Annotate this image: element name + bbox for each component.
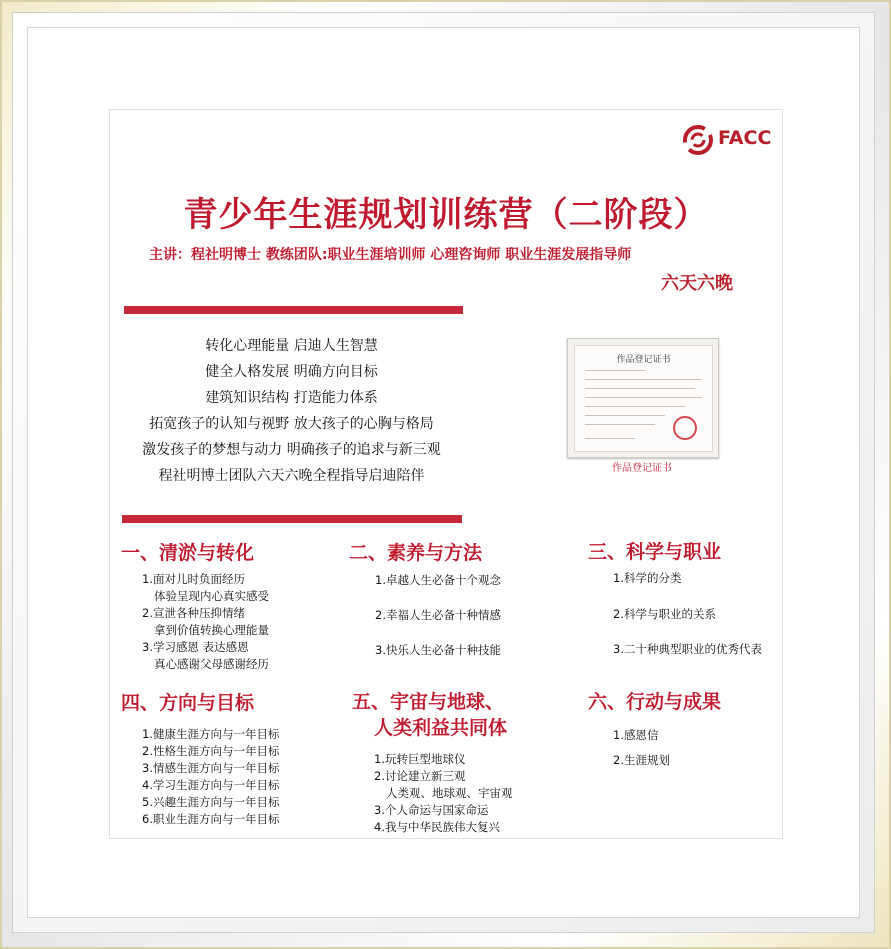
certificate-caption: 作品登记证书 <box>612 463 672 474</box>
section-items <box>588 570 762 658</box>
section-6 <box>588 689 721 769</box>
section-item: 2.讨论建立新三观 <box>374 769 466 783</box>
section-2 <box>349 540 501 659</box>
section-item: 6.职业生涯方向与一年目标 <box>142 812 280 826</box>
section-item: 3.二十种典型职业的优秀代表 <box>613 642 762 656</box>
section-item: 4.学习生涯方向与一年目标 <box>142 778 280 792</box>
section-title: 五、宇宙与地球、 <box>352 691 505 713</box>
slogan-line: 程社明博士团队六天六晚全程指导启迪陪伴 <box>158 468 425 484</box>
section-item: 3.快乐人生必备十种技能 <box>375 643 501 657</box>
slogan-line: 建筑知识结构 打造能力体系 <box>205 390 378 406</box>
section-items <box>121 726 279 828</box>
section-item: 2.性格生涯方向与一年目标 <box>142 744 280 758</box>
section-item: 1.面对儿时负面经历 <box>142 572 245 586</box>
section-items <box>121 571 269 673</box>
certificate-text-line <box>585 388 695 389</box>
section-title: 三、科学与职业 <box>588 541 722 563</box>
section-title: 二、素养与方法 <box>349 542 483 564</box>
poster-subtitle: 主讲：程社明博士 教练团队:职业生涯培训师 心理咨询师 职业生涯发展指导师 <box>149 247 632 263</box>
facc-logo-icon <box>682 124 714 156</box>
section-item: 2.宣泄各种压抑情绪 <box>142 606 245 620</box>
certificate-text-line <box>585 438 635 439</box>
section-title-line2: 人类利益共同体 <box>374 717 508 739</box>
slogan-line: 激发孩子的梦想与动力 明确孩子的追求与新三观 <box>142 442 441 458</box>
certificate-text-line <box>585 424 655 425</box>
section-item: 3.情感生涯方向与一年目标 <box>142 761 280 775</box>
section-3 <box>588 539 762 658</box>
logo-text: FACC <box>718 127 772 149</box>
slogan-line: 转化心理能量 启迪人生智慧 <box>205 338 378 354</box>
slogan-line: 健全人格发展 明确方向目标 <box>205 364 378 380</box>
section-item: 2.生涯规划 <box>613 753 670 767</box>
section-item: 1.卓越人生必备十个观念 <box>375 573 501 587</box>
section-item: 1.科学的分类 <box>613 571 682 585</box>
section-item: 真心感谢父母感谢经历 <box>154 657 269 671</box>
section-item: 拿到价值转换心理能量 <box>154 623 269 637</box>
facc-logo <box>682 123 783 157</box>
section-5 <box>352 689 513 836</box>
poster <box>109 109 783 839</box>
section-item: 3.个人命运与国家命运 <box>374 803 489 817</box>
section-item: 1.健康生涯方向与一年目标 <box>142 727 280 741</box>
divider-bar-top <box>124 306 463 314</box>
certificate-text-line <box>585 406 685 407</box>
duration-label: 六天六晚 <box>661 273 733 294</box>
section-items <box>352 751 513 836</box>
certificate-title: 作品登记证书 <box>616 355 671 365</box>
section-title: 一、清淤与转化 <box>121 542 255 564</box>
certificate-paper <box>574 345 713 452</box>
slogan-line: 拓宽孩子的认知与视野 放大孩子的心胸与格局 <box>149 416 434 432</box>
poster-title: 青少年生涯规划训练营（二阶段） <box>183 195 709 235</box>
red-seal-icon <box>673 416 697 440</box>
section-items <box>349 572 501 659</box>
section-items <box>588 727 721 769</box>
section-item: 体验呈现内心真实感受 <box>154 589 269 603</box>
section-item: 3.学习感恩 表达感恩 <box>142 640 249 654</box>
certificate-image <box>567 338 719 458</box>
section-title: 四、方向与目标 <box>121 692 255 714</box>
section-1 <box>121 540 269 673</box>
section-item: 人类观、地球观、宇宙观 <box>386 786 513 800</box>
certificate-text-line <box>585 370 645 371</box>
section-item: 2.科学与职业的关系 <box>613 607 716 621</box>
section-item: 5.兴趣生涯方向与一年目标 <box>142 795 280 809</box>
slogan-list <box>109 333 474 489</box>
section-item: 1.感恩信 <box>613 728 659 742</box>
section-title: 六、行动与成果 <box>588 691 722 713</box>
divider-bar-bottom <box>122 515 462 523</box>
certificate-text-line <box>585 397 702 398</box>
section-item: 2.幸福人生必备十种情感 <box>375 608 501 622</box>
certificate-text-line <box>585 379 702 380</box>
section-item: 1.玩转巨型地球仪 <box>374 752 466 766</box>
section-item: 4.我与中华民族伟大复兴 <box>374 820 500 834</box>
certificate-text-line <box>585 415 665 416</box>
section-4 <box>121 690 279 828</box>
